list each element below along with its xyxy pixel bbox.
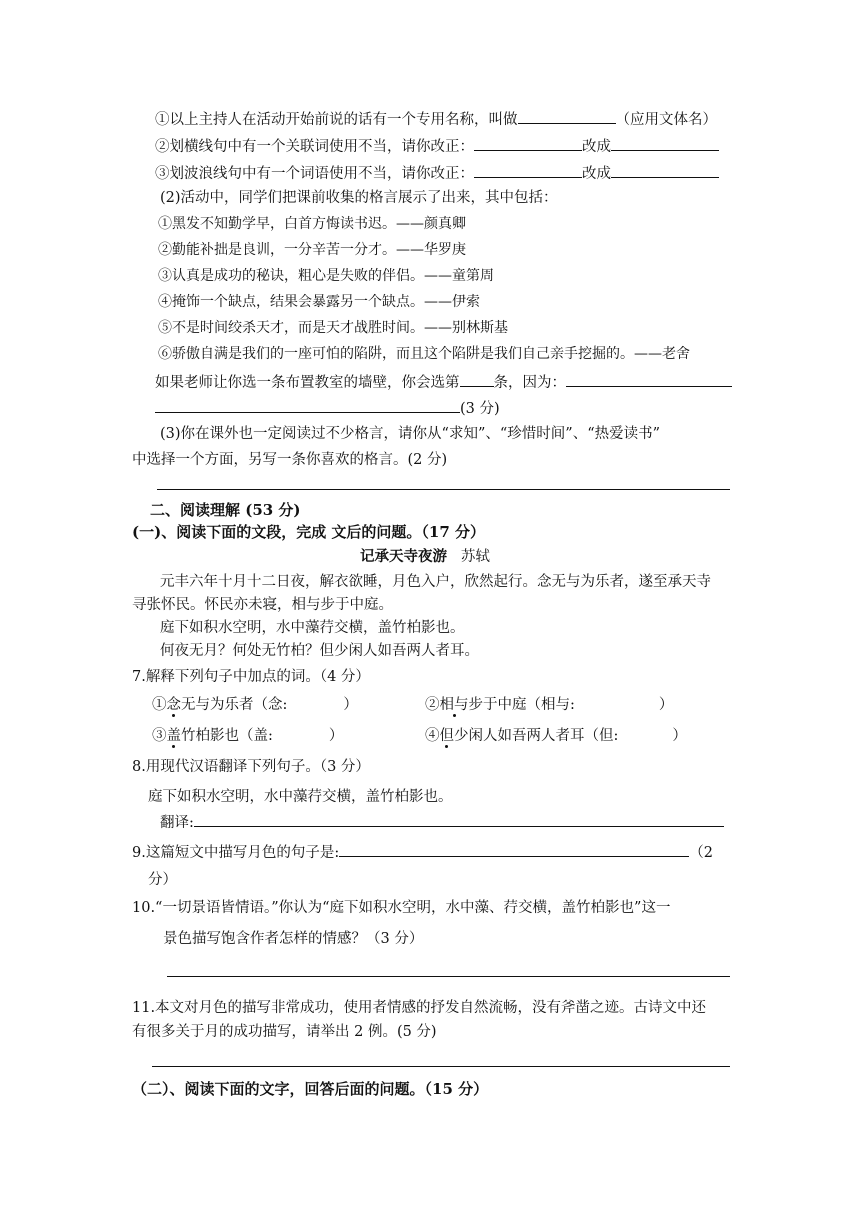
quote-item: ③认真是成功的秘诀，粗心是失败的伴侣。——童第周 — [158, 268, 494, 284]
q7-a-text: 无与为乐者（念: — [181, 697, 288, 713]
q2-score: (3 分) — [460, 401, 500, 417]
q2-choice-blank[interactable] — [460, 371, 494, 387]
q10-line2: 景色描写饱含作者怎样的情感？（3 分） — [163, 931, 424, 947]
q7-stem: 7.解释下列句子中加点的词。（4 分） — [132, 669, 370, 685]
q11-line1: 11.本文对月色的描写非常成功，使用者情感的抒发自然流畅，没有斧凿之迹。古诗文中还 — [132, 1000, 707, 1016]
q2-ask — [155, 371, 732, 393]
q9-stem: 9.这篇短文中描写月色的句子是: — [132, 845, 340, 861]
q1-item3 — [155, 162, 719, 184]
part2-title: 二、阅读理解 (53 分) — [150, 501, 301, 519]
q7-a-dotted-word: 念 — [166, 697, 181, 713]
passage-title: 记承天寺夜游 — [360, 548, 447, 565]
q1-item3-original-blank[interactable] — [474, 162, 582, 178]
q7-item-a — [152, 695, 358, 715]
q1-item2-text: ②划横线句中有一个关联词使用不当，请你改正： — [155, 139, 474, 155]
q7-item-d — [425, 726, 687, 746]
q8-stem: 8.用现代汉语翻译下列句子。（3 分） — [132, 759, 370, 775]
q7-b-num: ② — [425, 697, 440, 713]
q8-sentence: 庭下如积水空明，水中藻荇交横，盖竹柏影也。 — [148, 789, 453, 805]
q2-reason-blank[interactable] — [566, 371, 732, 387]
q1-item3-corrected-blank[interactable] — [611, 162, 719, 178]
q7-item-b — [425, 695, 673, 715]
quote-item: ④掩饰一个缺点，结果会暴露另一个缺点。——伊索 — [158, 294, 480, 310]
q9 — [132, 841, 713, 863]
q2-ask-pre: 如果老师让你选一条布置教室的墙壁，你会选第 — [155, 375, 460, 391]
passage-line: 寻张怀民。怀民亦未寝，相与步于中庭。 — [132, 597, 393, 613]
q1-item2-change: 改成 — [582, 139, 611, 155]
q7-c-num: ③ — [152, 728, 167, 744]
q8-translate — [160, 811, 724, 833]
q1-item1-text: ①以上主持人在活动开始前说的话有一个专用名称，叫做 — [155, 112, 518, 128]
q11-line2: 有很多关于月的成功描写，请举出 2 例。(5 分) — [132, 1024, 437, 1040]
q7-d-close: ） — [672, 728, 687, 744]
sec2-title: （二）、阅读下面的文字，回答后面的问题。（15 分） — [132, 1080, 489, 1098]
q3-answer-line[interactable] — [157, 489, 730, 490]
q7-c-dotted-word: 盖 — [166, 728, 181, 744]
q2-intro: (2)活动中，同学们把课前收集的格言展示了出来，其中包括： — [160, 190, 558, 206]
quote-item: ⑥骄傲自满是我们的一座可怕的陷阱，而且这个陷阱是我们自己亲手挖掘的。——老舍 — [158, 346, 690, 362]
q7-b-close: ） — [658, 697, 674, 713]
q7-d-text: 少闲人如吾两人者耳（但: — [454, 728, 619, 744]
q1-item2-corrected-blank[interactable] — [611, 135, 719, 151]
q7-b-dotted-word: 相与 — [439, 697, 469, 713]
q1-item2-original-blank[interactable] — [474, 135, 582, 151]
q7-c-close: ） — [328, 728, 344, 744]
q8-label: 翻译: — [160, 815, 194, 831]
quote-item: ①黑发不知勤学早，白首方悔读书迟。——颜真卿 — [158, 216, 466, 232]
q7-c-text: 竹柏影也（盖: — [181, 728, 273, 744]
q2-ask-line2 — [155, 397, 500, 419]
q10-answer-line[interactable] — [167, 976, 730, 977]
q2-ask-mid: 条，因为： — [493, 375, 566, 391]
passage-line: 庭下如积水空明，水中藻荇交横，盖竹柏影也。 — [160, 620, 465, 636]
passage-line: 何夜无月？何处无竹柏？但少闲人如吾两人者耳。 — [160, 643, 479, 659]
q9-score-b: 分） — [148, 872, 177, 888]
passage-heading — [360, 547, 490, 567]
q1-item3-text: ③划波浪线句中有一个词语使用不当，请你改正： — [155, 166, 474, 182]
passage-author: 苏轼 — [460, 549, 490, 565]
q1-item1-note: （应用文体名） — [615, 112, 717, 128]
q11-answer-line[interactable] — [152, 1066, 730, 1067]
quote-item: ⑤不是时间绞杀天才，而是天才战胜时间。——别林斯基 — [158, 320, 508, 336]
q7-b-text: 步于中庭（相与: — [468, 697, 575, 713]
q9-answer-line[interactable] — [339, 841, 689, 857]
quote-item: ②勤能补拙是良训，一分辛苦一分才。——华罗庚 — [158, 242, 466, 258]
q2-reason-blank-2[interactable] — [155, 397, 460, 413]
q10-line1: 10.“一切景语皆情语。”你认为“庭下如积水空明，水中藻、荇交横，盖竹柏影也”这一 — [132, 900, 671, 916]
q8-answer-line[interactable] — [194, 811, 724, 827]
q7-a-num: ① — [152, 697, 167, 713]
q1-item2 — [155, 135, 719, 157]
sec1-title: (一)、阅读下面的文段，完成 文后的问题。（17 分） — [132, 523, 486, 541]
passage-line: 元丰六年十月十二日夜，解衣欲睡，月色入户，欣然起行。念无与为乐者，遂至承天寺 — [160, 574, 711, 590]
q1-item1-answer-blank[interactable] — [518, 108, 616, 124]
q9-score-a: （2 — [689, 845, 713, 861]
q3-line2: 中选择一个方面，另写一条你喜欢的格言。(2 分) — [132, 452, 448, 468]
q3-line1: (3)你在课外也一定阅读过不少格言，请你从“求知”、“珍惜时间”、“热爱读书” — [160, 426, 661, 442]
q7-d-num: ④ — [425, 728, 440, 744]
q7-a-close: ） — [343, 697, 358, 713]
q7-item-c — [152, 726, 343, 746]
q7-d-dotted-word: 但 — [439, 728, 454, 744]
q1-item1 — [155, 108, 717, 130]
q1-item3-change: 改成 — [582, 166, 611, 182]
